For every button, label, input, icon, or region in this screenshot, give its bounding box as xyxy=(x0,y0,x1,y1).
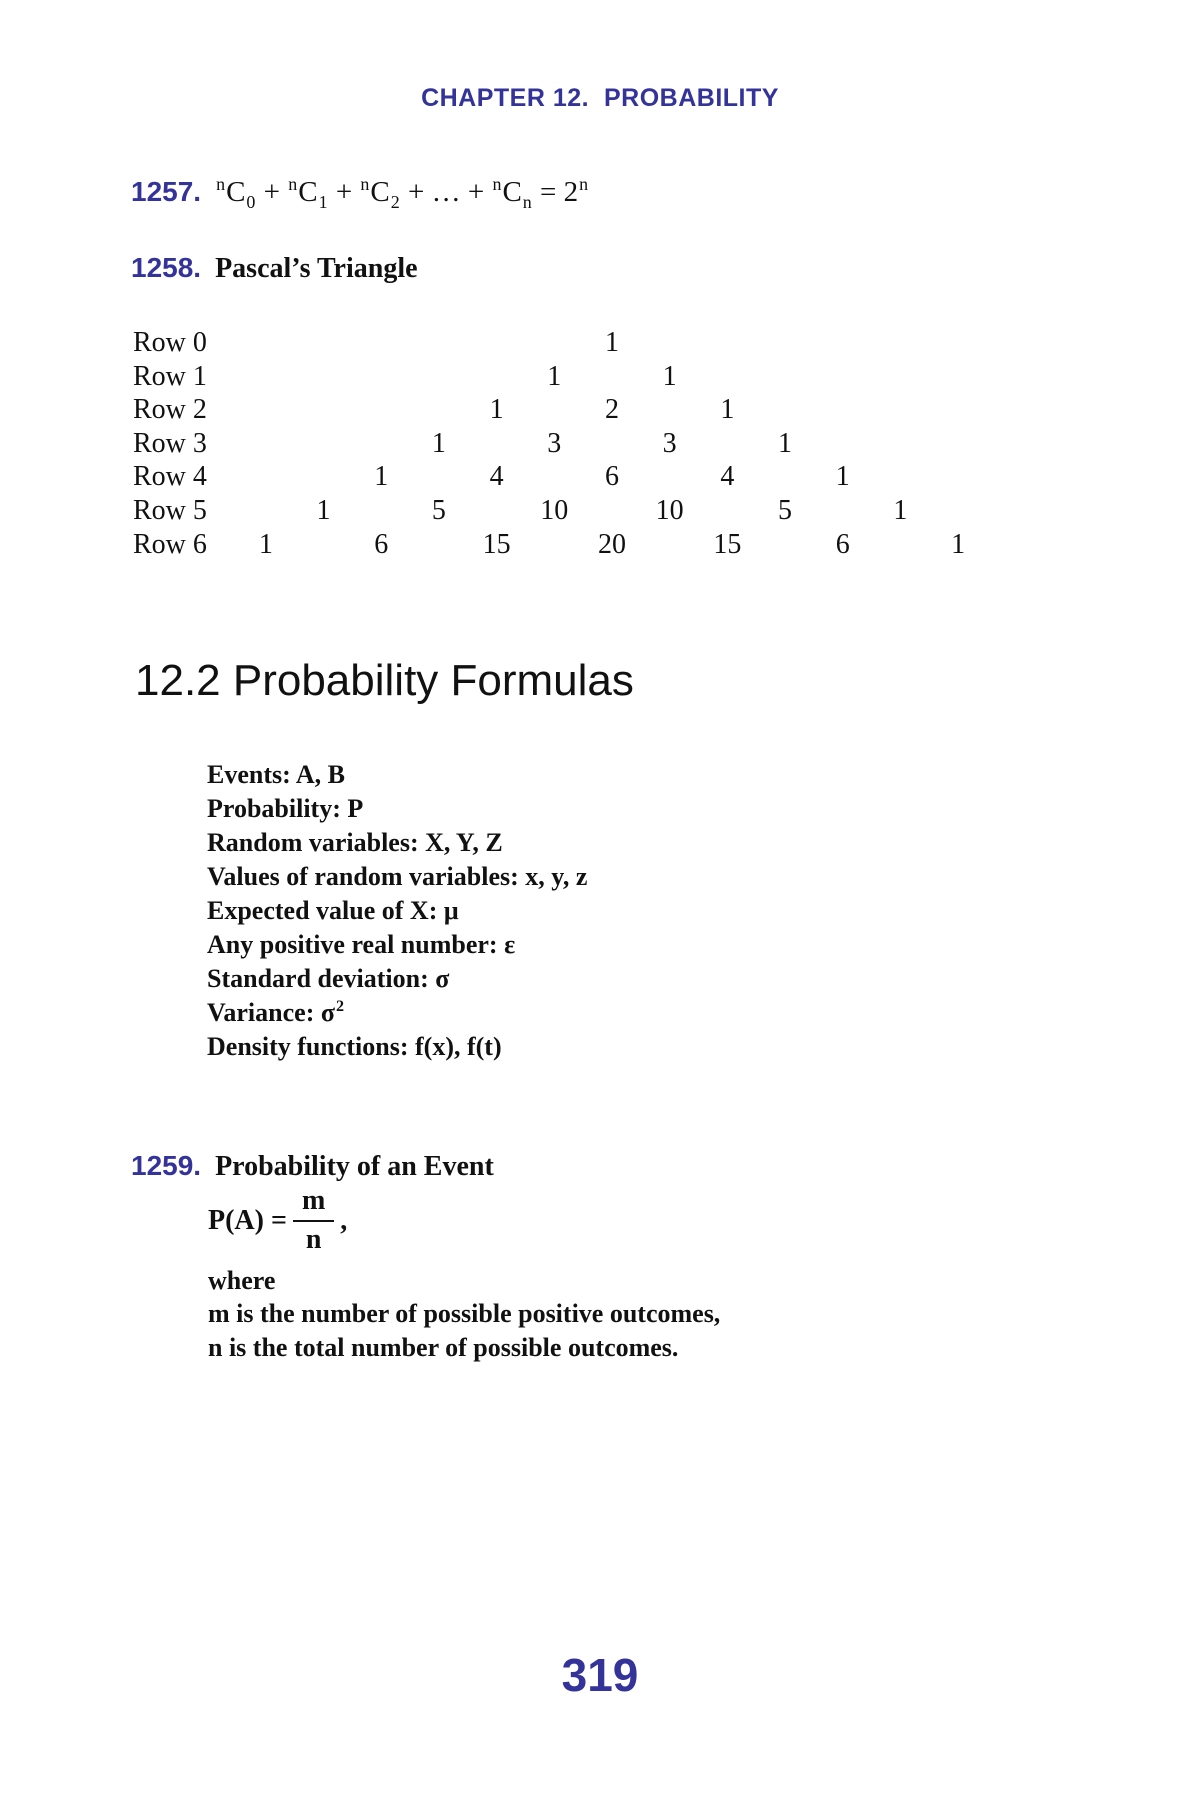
formula-text: + … + xyxy=(400,176,492,208)
formula-text: Any positive real number: ε xyxy=(207,930,516,959)
definition-n: n is the total number of possible outcomes. xyxy=(208,1333,679,1362)
triangle-row-cells xyxy=(237,494,987,528)
triangle-empty-cell xyxy=(756,326,814,360)
formula-text: C xyxy=(298,176,318,208)
triangle-value: 6 xyxy=(374,528,389,560)
triangle-row-cells xyxy=(237,360,987,394)
triangle-empty-cell xyxy=(929,360,987,394)
triangle-empty-cell xyxy=(352,427,410,461)
triangle-value: 2 xyxy=(604,394,619,426)
triangle-empty-cell xyxy=(583,494,641,528)
triangle-empty-cell xyxy=(872,460,930,494)
triangle-empty-cell xyxy=(699,326,757,360)
formula-sup: n xyxy=(579,174,589,195)
triangle-empty-cell xyxy=(872,326,930,360)
triangle-row xyxy=(133,393,987,427)
triangle-empty-cell xyxy=(699,427,757,461)
triangle-empty-cell xyxy=(410,360,468,394)
triangle-value: 10 xyxy=(655,494,684,526)
triangle-empty-cell xyxy=(872,393,930,427)
triangle-empty-cell xyxy=(237,360,295,394)
item-1258-number: 1258. xyxy=(131,252,202,283)
triangle-empty-cell xyxy=(468,360,526,394)
triangle-empty-cell xyxy=(237,494,295,528)
triangle-empty-cell xyxy=(295,326,353,360)
triangle-row xyxy=(133,494,987,528)
triangle-value: 4 xyxy=(489,461,504,493)
triangle-row xyxy=(133,360,987,394)
notation-line xyxy=(207,928,587,962)
triangle-empty-cell xyxy=(525,393,583,427)
triangle-empty-cell xyxy=(352,494,410,528)
triangle-value: 4 xyxy=(720,461,735,493)
triangle-value: 6 xyxy=(604,461,619,493)
pascal-triangle xyxy=(133,326,987,561)
triangle-empty-cell xyxy=(756,360,814,394)
triangle-empty-cell xyxy=(583,360,641,394)
triangle-value: 1 xyxy=(547,360,562,392)
triangle-empty-cell xyxy=(583,427,641,461)
triangle-value: 5 xyxy=(431,494,446,526)
formula-text: Random variables: X, Y, Z xyxy=(207,828,503,857)
triangle-empty-cell xyxy=(929,393,987,427)
formula-text: Expected value of X: μ xyxy=(207,896,459,925)
triangle-value: 10 xyxy=(540,494,569,526)
formula-text: Standard deviation: σ xyxy=(207,964,450,993)
formula-text: C xyxy=(370,176,390,208)
notation-line xyxy=(207,860,587,894)
formula-sup: n xyxy=(216,174,226,195)
triangle-value: 1 xyxy=(431,427,446,459)
triangle-row-label: Row 6 xyxy=(133,528,207,560)
triangle-value: 1 xyxy=(720,394,735,426)
triangle-empty-cell xyxy=(814,360,872,394)
triangle-empty-cell xyxy=(872,528,930,562)
triangle-empty-cell xyxy=(756,460,814,494)
fraction-denominator: n xyxy=(305,1223,322,1255)
triangle-value: 5 xyxy=(778,494,793,526)
triangle-row-cells xyxy=(237,528,987,562)
notation-line xyxy=(207,792,587,826)
triangle-empty-cell xyxy=(814,427,872,461)
triangle-value: 1 xyxy=(835,461,850,493)
triangle-empty-cell xyxy=(410,460,468,494)
triangle-empty-cell xyxy=(756,528,814,562)
triangle-row-cells xyxy=(237,326,987,360)
triangle-row-label: Row 3 xyxy=(133,427,207,459)
triangle-empty-cell xyxy=(814,326,872,360)
formula-sup: n xyxy=(492,174,502,195)
triangle-empty-cell xyxy=(468,326,526,360)
formula-text: + xyxy=(328,176,360,208)
triangle-value: 6 xyxy=(835,528,850,560)
triangle-empty-cell xyxy=(295,427,353,461)
triangle-empty-cell xyxy=(237,427,295,461)
fraction-numerator: m xyxy=(293,1186,334,1222)
chapter-header: CHAPTER 12. PROBABILITY xyxy=(421,84,779,112)
triangle-empty-cell xyxy=(352,326,410,360)
triangle-empty-cell xyxy=(756,393,814,427)
formula-sub: 0 xyxy=(246,191,256,212)
where-label: where xyxy=(208,1266,276,1295)
triangle-value: 3 xyxy=(662,427,677,459)
triangle-empty-cell xyxy=(814,494,872,528)
item-1257-formula xyxy=(215,174,589,212)
triangle-row-label: Row 5 xyxy=(133,494,207,526)
triangle-row xyxy=(133,326,987,360)
formula-text: + xyxy=(256,176,288,208)
triangle-empty-cell xyxy=(814,393,872,427)
triangle-value: 3 xyxy=(547,427,562,459)
triangle-value: 1 xyxy=(258,528,273,560)
page-number: 319 xyxy=(561,1649,639,1701)
triangle-row-label: Row 0 xyxy=(133,327,207,358)
notation-list xyxy=(207,758,587,1064)
triangle-row-cells xyxy=(237,393,987,427)
formula-sub: 1 xyxy=(318,191,328,212)
triangle-value: 1 xyxy=(489,394,504,426)
triangle-empty-cell xyxy=(352,360,410,394)
triangle-empty-cell xyxy=(295,528,353,562)
triangle-empty-cell xyxy=(699,494,757,528)
triangle-empty-cell xyxy=(641,528,699,562)
triangle-empty-cell xyxy=(525,528,583,562)
notation-line xyxy=(207,996,587,1030)
triangle-empty-cell xyxy=(929,427,987,461)
formula-sup: n xyxy=(360,174,370,195)
formula-text: Events: A, B xyxy=(207,760,345,789)
triangle-empty-cell xyxy=(237,393,295,427)
definition-m: m is the number of possible positive outcomes, xyxy=(208,1299,721,1328)
formula-suffix: , xyxy=(340,1204,348,1236)
triangle-row-cells xyxy=(237,427,987,461)
triangle-empty-cell xyxy=(929,326,987,360)
triangle-value: 20 xyxy=(597,528,626,560)
formula-text: Variance: σ xyxy=(207,998,335,1027)
triangle-value: 15 xyxy=(713,528,742,560)
triangle-empty-cell xyxy=(295,360,353,394)
formula-sup: n xyxy=(288,174,298,195)
triangle-row-label: Row 1 xyxy=(133,360,207,392)
notation-line xyxy=(207,758,587,792)
item-1259 xyxy=(131,1150,494,1183)
triangle-empty-cell xyxy=(641,393,699,427)
probability-formula xyxy=(208,1186,347,1256)
triangle-empty-cell xyxy=(237,460,295,494)
triangle-value: 1 xyxy=(604,327,619,358)
triangle-row-label: Row 2 xyxy=(133,394,207,426)
triangle-empty-cell xyxy=(699,360,757,394)
formula-text: C xyxy=(226,176,246,208)
triangle-empty-cell xyxy=(525,460,583,494)
triangle-empty-cell xyxy=(872,427,930,461)
item-1257 xyxy=(131,174,589,212)
triangle-row xyxy=(133,528,987,562)
formula-text: Values of random variables: x, y, z xyxy=(207,862,588,891)
triangle-empty-cell xyxy=(929,460,987,494)
triangle-row-cells xyxy=(237,460,987,494)
formula-prefix: P(A) = xyxy=(208,1204,287,1236)
formula-sub: n xyxy=(522,191,532,212)
formula-text: = 2 xyxy=(532,176,579,208)
item-1258-title: Pascal’s Triangle xyxy=(215,253,418,284)
triangle-empty-cell xyxy=(295,393,353,427)
notation-line xyxy=(207,826,587,860)
section-heading: 12.2 Probability Formulas xyxy=(135,656,634,705)
item-1258 xyxy=(131,252,418,285)
triangle-value: 15 xyxy=(482,528,511,560)
formula-sup: 2 xyxy=(336,998,345,1016)
triangle-empty-cell xyxy=(468,494,526,528)
notation-line xyxy=(207,1030,587,1064)
triangle-row-label: Row 4 xyxy=(133,461,207,493)
triangle-value: 1 xyxy=(893,494,908,526)
triangle-empty-cell xyxy=(929,494,987,528)
notation-line xyxy=(207,894,587,928)
triangle-value: 1 xyxy=(951,528,966,560)
triangle-empty-cell xyxy=(525,326,583,360)
triangle-empty-cell xyxy=(237,326,295,360)
triangle-value: 1 xyxy=(374,461,389,493)
triangle-row xyxy=(133,427,987,461)
triangle-value: 1 xyxy=(316,494,331,526)
notation-line xyxy=(207,962,587,996)
triangle-empty-cell xyxy=(295,460,353,494)
fraction xyxy=(293,1186,334,1256)
item-1257-number: 1257. xyxy=(131,176,202,207)
formula-sub: 2 xyxy=(390,191,400,212)
triangle-empty-cell xyxy=(410,393,468,427)
triangle-empty-cell xyxy=(352,393,410,427)
formula-text: Probability: P xyxy=(207,794,364,823)
triangle-empty-cell xyxy=(641,460,699,494)
triangle-empty-cell xyxy=(641,326,699,360)
formula-text: Density functions: f(x), f(t) xyxy=(207,1032,502,1061)
item-1259-number: 1259. xyxy=(131,1150,202,1181)
triangle-value: 1 xyxy=(662,360,677,392)
triangle-value: 1 xyxy=(778,427,793,459)
triangle-empty-cell xyxy=(410,326,468,360)
triangle-row xyxy=(133,460,987,494)
triangle-empty-cell xyxy=(468,427,526,461)
triangle-empty-cell xyxy=(410,528,468,562)
formula-text: C xyxy=(502,176,522,208)
triangle-empty-cell xyxy=(872,360,930,394)
item-1259-title: Probability of an Event xyxy=(215,1151,494,1182)
